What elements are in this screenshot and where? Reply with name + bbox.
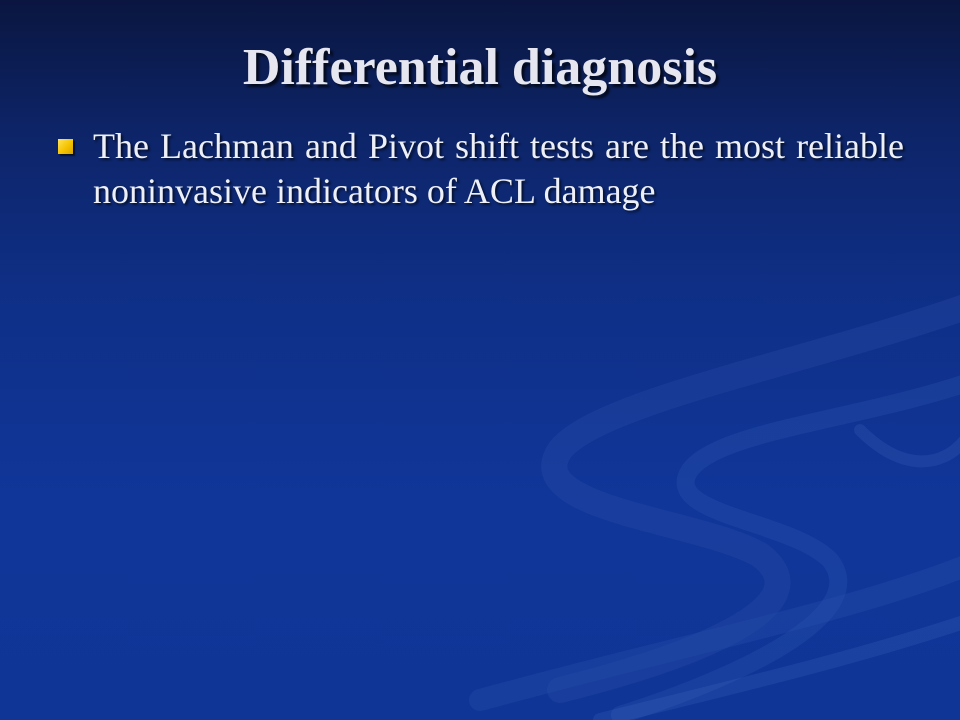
bullet-item [58,124,904,214]
square-bullet-icon [58,139,73,154]
slide-title: Differential diagnosis [242,39,718,96]
bullet-list [58,124,904,214]
bullet-text: The Lachman and Pivot shift tests are the most reliable noninvasive indicators of ACL damage [93,126,904,211]
